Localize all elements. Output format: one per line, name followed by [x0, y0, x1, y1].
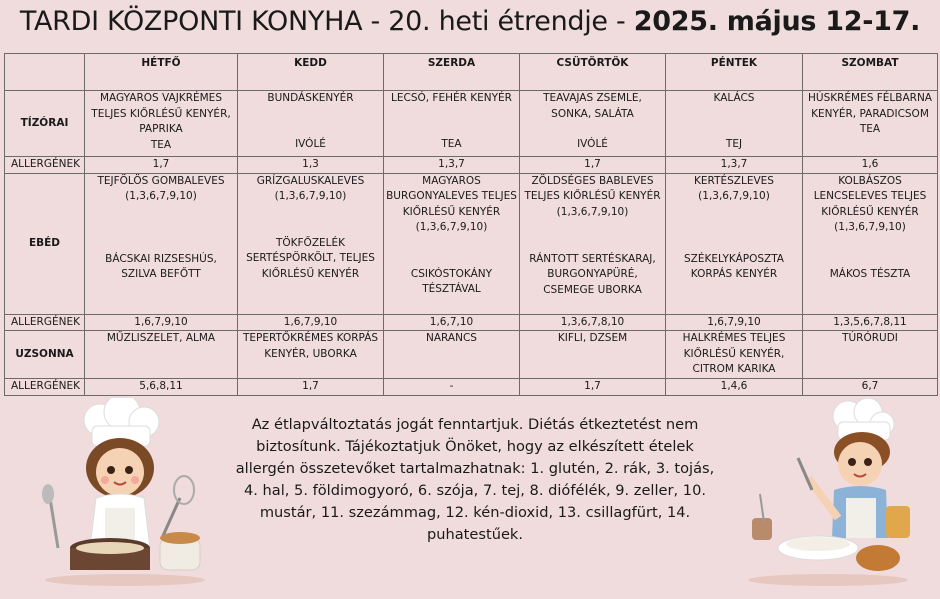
menu-cell — [384, 91, 520, 157]
allergen-cell: 1,3 — [238, 157, 384, 174]
menu-cell — [384, 173, 520, 314]
allergen-cell: 1,4,6 — [666, 379, 803, 396]
allergen-cell: 1,3,5,6,7,8,11 — [803, 314, 938, 331]
drink: TEJ — [725, 138, 743, 150]
menu-cell — [803, 91, 938, 157]
menu-table — [4, 53, 938, 396]
drink: IVÓLÉ — [577, 138, 608, 150]
allergen-cell: 1,6,7,9,10 — [238, 314, 384, 331]
day-header: PÉNTEK — [666, 54, 803, 91]
soup: KERTÉSZLEVES (1,3,6,7,9,10) — [694, 174, 774, 202]
drink: TEA — [441, 138, 462, 150]
day-header: SZERDA — [384, 54, 520, 91]
allergen-cell: 1,3,7 — [666, 157, 803, 174]
day-header: HÉTFŐ — [85, 54, 238, 91]
main-course: TÖKFŐZELÉK SERTÉSPÖRKÖLT, TELJES KIŐRLÉSŰ KENYÉR — [246, 236, 375, 280]
menu-cell: HALKRÉMES TELJES KIŐRLÉSŰ KENYÉR, CITROM KARIKA — [666, 331, 803, 379]
row-label-ebed: EBÉD — [5, 173, 85, 314]
girl-chef-illustration — [30, 398, 220, 588]
day-header: KEDD — [238, 54, 384, 91]
dish: LECSÓ, FEHÉR KENYÉR — [391, 92, 512, 104]
soup: MAGYAROS BURGONYALEVES TELJES KIŐRLÉSŰ KENYÉR (1,3,6,7,9,10) — [386, 174, 517, 233]
menu-cell: TÚRÓRUDI — [803, 331, 938, 379]
allergen-cell: 1,3,6,7,8,10 — [520, 314, 666, 331]
main-course: BÁCSKAI RIZSESHÚS, SZILVA BEFŐTT — [105, 252, 217, 280]
title-date: 2025. május 12-17. — [633, 6, 921, 37]
header-row — [5, 54, 938, 91]
drink: TEA — [150, 138, 172, 151]
uzsonna-row — [5, 331, 938, 379]
dish: MAGYAROS VAJKRÉMES TELJES KIŐRLÉSŰ KENYÉR, PAPRIKA — [91, 92, 231, 135]
menu-cell — [520, 173, 666, 314]
main-course: MÁKOS TÉSZTA — [829, 267, 911, 280]
allergen-cell: - — [384, 379, 520, 396]
dish: KALÁCS — [713, 92, 755, 104]
soup: GRÍZGALUSKALEVES (1,3,6,7,9,10) — [256, 174, 365, 202]
menu-cell — [803, 173, 938, 314]
allergen-cell: 1,6,7,10 — [384, 314, 520, 331]
info-text: Az étlapváltoztatás jogát fenntartjuk. Diétás étkeztetést nem biztosítunk. Tájékoztatjuk Önöket, hogy az elkészített ételek allergén összetevőket tartalmazhatnak: 1. glutén, 2. rák, 3. tojás, 4. hal, 5. földimogyoró, 6. szója, 7. tej, 8. diófélék, 9. zeller, 10. mustár, 11. szezámmag, 12. kén-dioxid, 13. csillagfürt, 14. puhatestűek. — [235, 416, 715, 543]
main-course: CSIKÓSTOKÁNY TÉSZTÁVAL — [410, 267, 493, 295]
allergen-row — [5, 379, 938, 396]
allergen-row — [5, 314, 938, 331]
dish: HÚSKRÉMES FÉLBARNA KENYÉR, PARADICSOM — [807, 92, 932, 120]
allergen-cell: 1,3,7 — [384, 157, 520, 174]
menu-cell — [85, 173, 238, 314]
allergen-cell: 6,7 — [803, 379, 938, 396]
menu-cell — [85, 91, 238, 157]
tizorai-row — [5, 91, 938, 157]
row-label-uzsonna: UZSONNA — [5, 331, 85, 379]
menu-cell — [520, 91, 666, 157]
menu-cell: NARANCS — [384, 331, 520, 379]
soup: ZÖLDSÉGES BABLEVES TELJES KIŐRLÉSŰ KENYÉR (1,3,6,7,9,10) — [524, 174, 661, 218]
corner-cell — [5, 54, 85, 91]
menu-cell: TEPERTŐKRÉMES KORPÁS KENYÉR, UBORKA — [238, 331, 384, 379]
allergen-label: ALLERGÉNEK — [5, 314, 85, 331]
allergen-cell: 1,7 — [520, 379, 666, 396]
day-header: SZOMBAT — [803, 54, 938, 91]
menu-cell — [666, 173, 803, 314]
ebed-row — [5, 173, 938, 314]
menu-cell — [238, 91, 384, 157]
allergen-cell: 1,6,7,9,10 — [85, 314, 238, 331]
allergen-cell: 1,6 — [803, 157, 938, 174]
allergen-cell: 1,7 — [85, 157, 238, 174]
boy-chef-illustration — [738, 398, 918, 588]
soup: KOLBÁSZOS LENCSELEVES TELJES KIŐRLÉSŰ KENYÉR (1,3,6,7,9,10) — [813, 174, 927, 233]
drink: TEA — [859, 123, 881, 135]
menu-cell: KIFLI, DZSEM — [520, 331, 666, 379]
allergen-cell: 1,6,7,9,10 — [666, 314, 803, 331]
allergen-label: ALLERGÉNEK — [5, 157, 85, 174]
dish: TEAVAJAS ZSEMLE, SONKA, SALÁTA — [543, 92, 642, 120]
allergen-cell: 1,7 — [520, 157, 666, 174]
menu-cell: MŰZLISZELET, ALMA — [85, 331, 238, 379]
allergen-row — [5, 157, 938, 174]
row-label-tizorai: TÍZÓRAI — [5, 91, 85, 157]
day-header: CSÜTÖRTÖK — [520, 54, 666, 91]
page-title — [0, 6, 940, 37]
main-course: RÁNTOTT SERTÉSKARAJ, BURGONYAPÜRÉ, CSEMEGE UBORKA — [529, 252, 656, 296]
dish: BUNDÁSKENYÉR — [267, 92, 354, 104]
allergen-label: ALLERGÉNEK — [5, 379, 85, 396]
menu-cell — [666, 91, 803, 157]
drink: IVÓLÉ — [295, 138, 326, 150]
allergen-cell: 5,6,8,11 — [85, 379, 238, 396]
allergen-cell: 1,7 — [238, 379, 384, 396]
soup: TEJFÖLÖS GOMBALEVES (1,3,6,7,9,10) — [97, 174, 225, 202]
title-normal: TARDI KÖZPONTI KONYHA - 20. heti étrendje - — [19, 6, 634, 37]
main-course: SZÉKELYKÁPOSZTA KORPÁS KENYÉR — [683, 252, 784, 280]
menu-cell — [238, 173, 384, 314]
